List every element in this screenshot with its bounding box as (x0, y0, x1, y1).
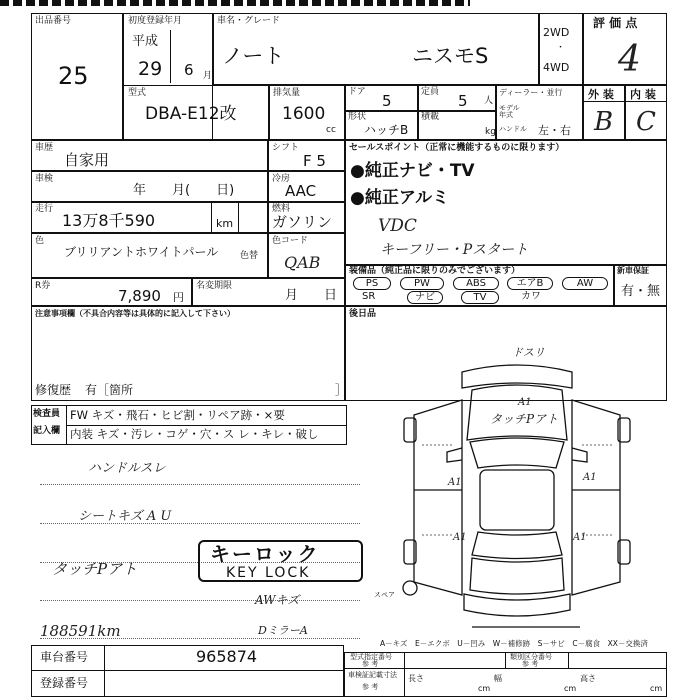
diagram-mark-2: タッチPアト (490, 412, 559, 426)
notes-title: 注意事項欄（不具合内容等は具体的に記入して下さい） (35, 309, 235, 318)
era: 平成 (132, 34, 159, 49)
ac: AAC (285, 182, 317, 200)
diagram-mark-6: A1 (573, 532, 587, 543)
sales-handwritten-1: VDC (378, 216, 417, 236)
inspector-exterior-row: FW キズ・飛石・ヒビ割・リペア跡・×要 (70, 408, 285, 422)
sales-points-title: セールスポイント（正常に機能するものに限ります） (349, 143, 565, 153)
shift: F 5 (303, 152, 326, 170)
option-aw: AW (562, 277, 608, 290)
option-sr: SR (362, 291, 376, 302)
inspector-note-2: シートキズ A U (78, 509, 172, 524)
car-diagram (392, 340, 642, 645)
inspection: 年 月( 日) (133, 183, 235, 198)
option-ps: PS (353, 277, 391, 290)
month-unit: 月 (203, 71, 213, 81)
usage: 自家用 (64, 151, 110, 169)
exterior-grade: B (594, 107, 614, 137)
chassis-label: 車台番号 (40, 650, 89, 664)
top-edge-strip (0, 0, 470, 6)
option-tv: TV (461, 291, 499, 304)
lot-number: 25 (58, 62, 89, 90)
reg-year: 29 (138, 58, 163, 80)
spare-label: スペア (374, 591, 395, 599)
interior-grade: C (636, 107, 656, 137)
color: ブリリアントホワイトパール (64, 245, 219, 259)
diagram-aw-note: AWキズ (255, 593, 300, 607)
body: ハッチB (364, 123, 409, 137)
option-airbag: エアB (507, 277, 553, 290)
handle: 左・右 (538, 124, 571, 137)
option-leather: カワ (521, 291, 541, 302)
reg-label: 初度登録年月 (128, 16, 183, 26)
chassis-number: 965874 (196, 647, 258, 666)
repair-history: 修復歴 (35, 383, 72, 397)
diagram-mirror-note: DミラーA (258, 624, 308, 637)
displacement: 1600 (282, 104, 326, 124)
lot-label: 出品番号 (35, 16, 72, 26)
reg-month: 6 (184, 61, 194, 79)
option-pw: PW (400, 277, 444, 290)
model: DBA-E12改 (145, 104, 237, 124)
register-label: 登録番号 (40, 676, 89, 690)
diagram-mark-5: A1 (453, 532, 467, 543)
score-value: 4 (618, 39, 641, 80)
option-abs: ABS (453, 277, 499, 290)
capacity: 5 (458, 92, 468, 110)
inspector-note-1: ハンドルスレ (88, 461, 166, 476)
score-label: 評 価 点 (593, 16, 638, 30)
diagram-mark-4: A1 (583, 472, 597, 483)
sales-point-2: ●純正アルミ (350, 188, 450, 208)
drive-4wd: 4WD (543, 61, 570, 74)
color-code: QAB (284, 253, 321, 272)
option-navi: ナビ (407, 291, 443, 304)
mileage: 13万8千590 (62, 211, 156, 230)
sales-point-1: ●純正ナビ・TV (350, 161, 475, 181)
doors: 5 (382, 92, 392, 110)
equipment-title: 装備品（純正品に限りのみでございます） (349, 266, 521, 276)
grade: ニスモS (412, 44, 489, 68)
inspector-interior-row: 内装 キズ・汚レ・コゲ・穴・ス レ・キレ・破し (70, 427, 319, 441)
diagram-mark-3: A1 (448, 477, 462, 488)
fuel: ガソリン (272, 213, 333, 231)
key-lock-stamp: キーロック KEY LOCK (198, 540, 363, 582)
drive-2wd: 2WD (543, 26, 570, 39)
sales-handwritten-2: キーフリー・Pスタート (380, 242, 529, 258)
interior-label: 内 装 (630, 88, 656, 101)
new-car-warranty: 有・無 (621, 284, 661, 299)
name-label: 車名・グレード (217, 16, 281, 26)
car-name: ノート (222, 44, 285, 68)
model-label: 型式 (128, 88, 147, 98)
damage-legend: A－キズ E－エクボ U－凹み W－補修跡 S－サビ C－腐食 XX－交換済 (380, 639, 648, 648)
exterior-label: 外 装 (588, 88, 614, 101)
notes-box (31, 306, 345, 401)
diagram-mark-1: A1 (518, 397, 532, 408)
auction-sheet: 出品番号 25 初度登録年月 平成 29 6 月 車名・グレード ノート ニスモS 2WD ・ 4WD 評 価 点 4 外 装 内 装 B C 型式 DBA-E12改 排気量 1600 cc ドア 5 定員 5 人 ディーラー・並行 モデル 年式 ハンドル 左・右 形状 ハッチB 積載 kg 車歴 自家用 シフト F 5 車検 年 月( 日) 冷房 AAC 走行 13万8千590 km 燃料 ガソリン 色 ブリリアントホワイトパール 色替 色コード QAB R券 7,890 円 名変期限 月 日 注意事項欄（不具合内容等は具体的に記入して下さい） 修復歴 有［箇所 ］ セールスポイント（正常に機能するものに限ります） ●純正ナビ・TV ●純正アルミ VDC キーフリー・Pスタート 装備品（純正品に限りのみでございます） PS PW ABS エアB AW SR ナビ TV カワ 新車保証 有・無 後日品 検査員 記入欄 FW キズ・飛石・ヒビ割・リペア跡・×要 内装 キズ・汚レ・コゲ・穴・ス レ・キレ・破し ハンドルスレ シートキズ A U タッチPアト 188591km キーロック KEY LOCK ドスリ A1 タッチPアト A1 A1 A1 A1 AWキズ DミラーA スペア A－キズ E－エクボ U－凹み W－補修跡 S－サビ C－腐食 XX－交換済 車台番号 965874 登録番号 型式指定番号 参 考 類別区分番号 参 考 車検証記載寸法 参 考 長さ cm 幅 cm 高さ cm (0, 0, 700, 700)
inspector-note-3: タッチPアト (52, 560, 138, 578)
diagram-top-note: ドスリ (512, 346, 545, 359)
inspector-note-4: 188591km (40, 622, 121, 640)
deadline: 月 日 (285, 288, 338, 303)
recycle-fee: 7,890 (118, 287, 161, 305)
